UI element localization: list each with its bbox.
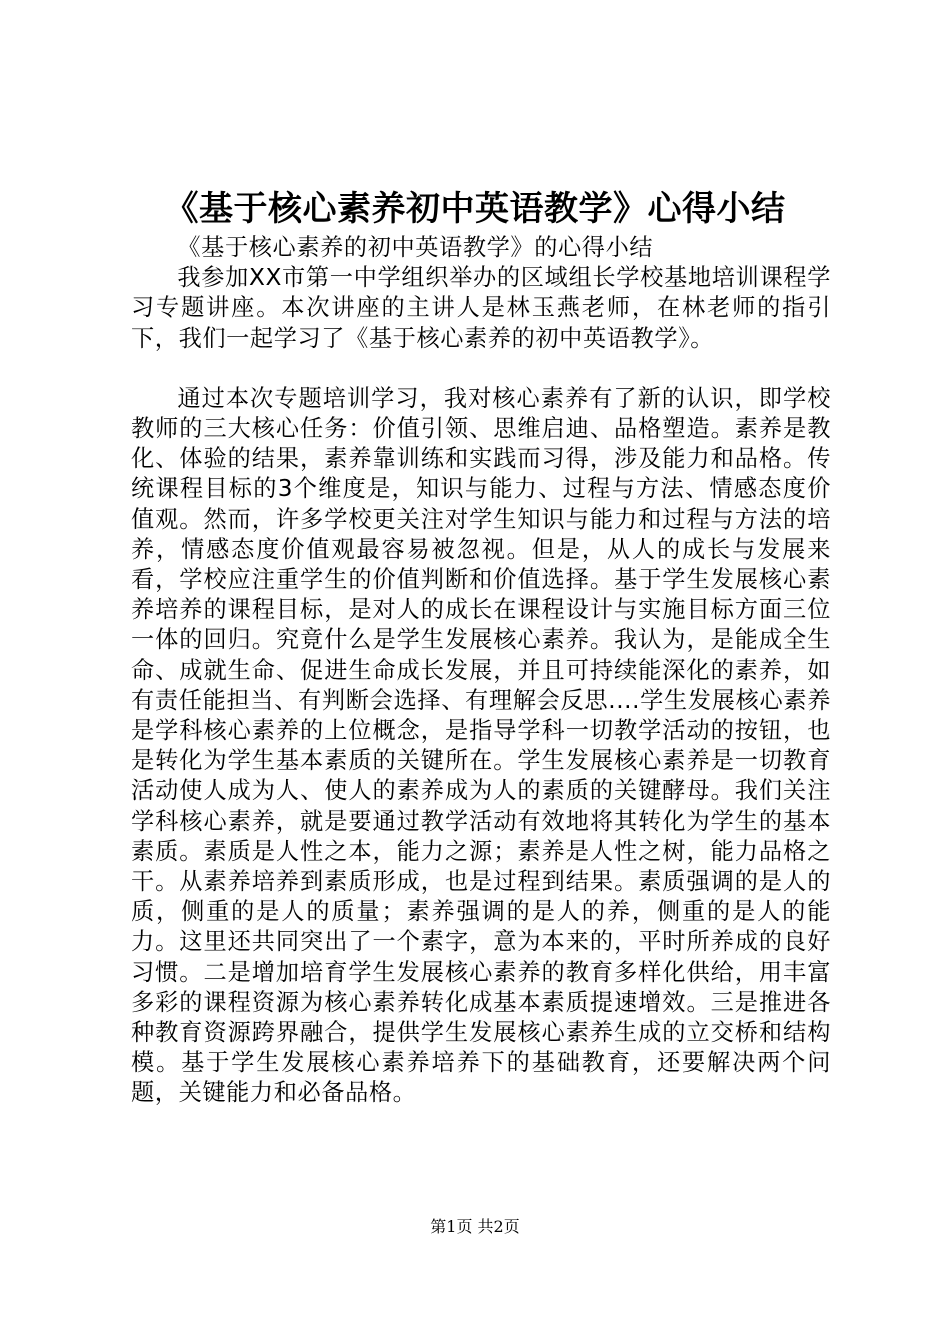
document-title: 《基于核心素养初中英语教学》心得小结 — [164, 189, 786, 229]
main-paragraph: 通过本次专题培训学习，我对核心素养有了新的认识，即学校教师的三大核心任务：价值引领、思维启迪、品格塑造。素养是教化、体验的结果，素养靠训练和实践而习得，涉及能力和品格。传统课程目标的3个维度是，知识与能力、过程与方法、情感态度价值观。然而，许多学校更关注对学生知识与能力和过程与方法的培养，情感态度价值观最容易被忽视。但是，从人的成长与发展来看，学校应注重学生的价值判断和价值选择。基于学生发展核心素养培养的课程目标，是对人的成长在课程设计与实施目标方面三位一体的回归。究竟什么是学生发展核心素养。我认为，是能成全生命、成就生命、促进生命成长发展，并且可持续能深化的素养，如有责任能担当、有判断会选择、有理解会反思....学生发展核心素养是学科核心素养的上位概念，是指导学科一切教学活动的按钮，也是转化为学生基本素质的关键所在。学生发展核心素养是一切教育活动使人成为人、使人的素养成为人的素质的关键酵母。我们关注学科核心素养，就是要通过教学活动有效地将其转化为学生的基本素质。素质是人性之本，能力之源；素养是人性之树，能力品格之干。从素养培养到素质形成，也是过程到结果。素质强调的是人的质，侧重的是人的质量；素养强调的是人的养，侧重的是人的能力。这里还共同突出了一个素字，意为本来的，平时所养成的良好习惯。二是增加培育学生发展核心素养的教育多样化供给，用丰富多彩的课程资源为核心素养转化成基本素质提速增效。三是推进各种教育资源跨界融合，提供学生发展核心素养生成的立交桥和结构模。基于学生发展核心素养培养下的基础教育，还要解决两个问题，关键能力和必备品格。 — [131, 384, 831, 1107]
document-body — [131, 233, 831, 1109]
page-footer: 第1页 共2页 — [430, 1217, 520, 1236]
intro-paragraph: 我参加XX市第一中学组织举办的区域组长学校基地培训课程学习专题讲座。本次讲座的主讲人是林玉燕老师，在林老师的指引下，我们一起学习了《基于核心素养的初中英语教学》。 — [131, 264, 831, 352]
subtitle-paragraph: 《基于核心素养的初中英语教学》的心得小结 — [177, 234, 654, 261]
